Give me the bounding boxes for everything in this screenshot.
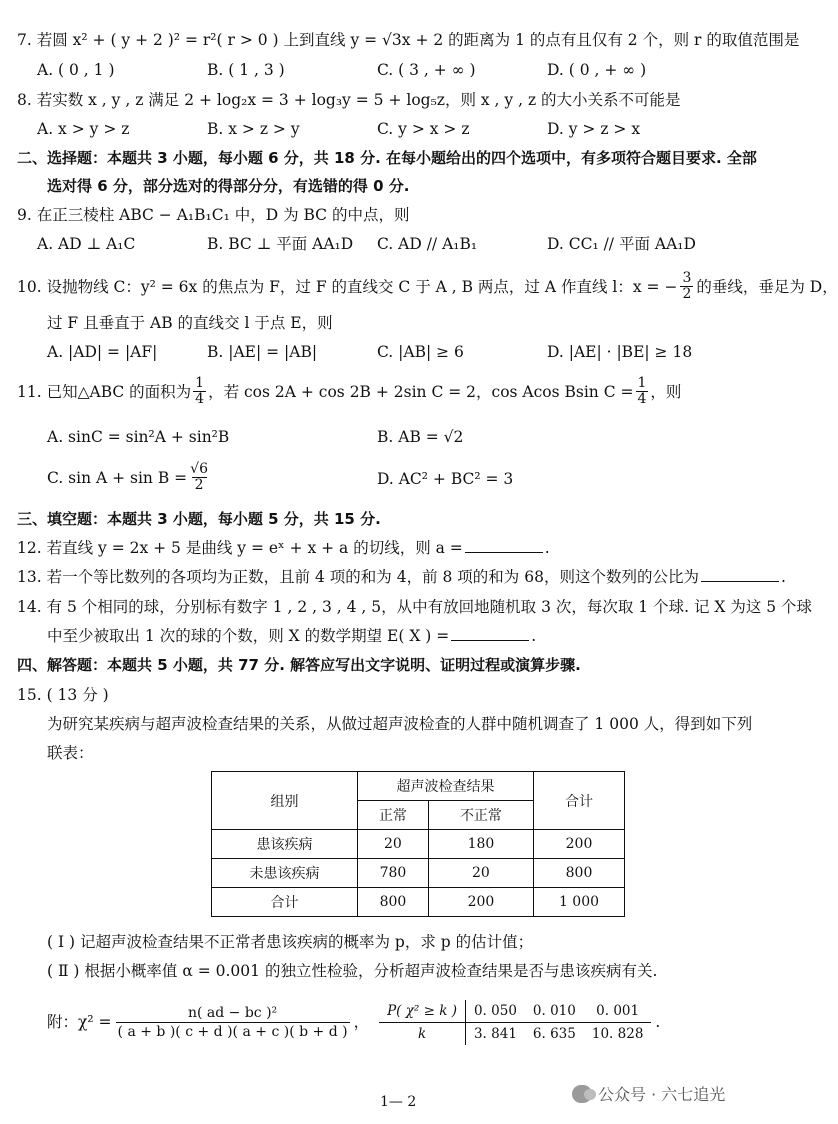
q14-end: . bbox=[531, 627, 537, 645]
q10-option-c: C. |AB| ≥ 6 bbox=[377, 343, 464, 361]
q9-option-b: B. BC ⊥ 平面 AA₁D bbox=[207, 235, 354, 253]
q9-option-c: C. AD // A₁B₁ bbox=[377, 235, 478, 253]
table-row bbox=[212, 888, 625, 917]
q11-stem-b: ，若 cos 2A + cos 2B + 2sin C = 2，cos Acos Bsin C = bbox=[208, 382, 634, 401]
q8-option-a: A. x > y > z bbox=[37, 120, 130, 138]
q13-end: . bbox=[780, 568, 786, 586]
q11-option-c bbox=[47, 462, 211, 494]
q8-option-d: D. y > z > x bbox=[547, 120, 641, 138]
q11-optc-num: √6 bbox=[190, 461, 208, 477]
q11-option-c-text: C. sin A + sin B = bbox=[47, 468, 188, 487]
table-cell: 200 bbox=[534, 830, 625, 859]
q11-stem-c: ，则 bbox=[650, 382, 682, 401]
q11-stem bbox=[17, 376, 681, 408]
p-value: 0. 050 bbox=[465, 1000, 524, 1023]
p-row bbox=[379, 1000, 651, 1023]
p-header: P( χ² ≥ k ) bbox=[379, 1000, 465, 1023]
q12-end: . bbox=[544, 539, 550, 557]
q15-part2: ( Ⅱ ) 根据小概率值 α = 0.001 的独立性检验，分析超声波检查结果是否与患该疾病有关. bbox=[47, 962, 658, 980]
q12 bbox=[17, 539, 550, 558]
table-row bbox=[212, 859, 625, 888]
q9-option-a: A. AD ⊥ A₁C bbox=[37, 235, 136, 253]
q11-frac1-num: 1 bbox=[195, 375, 205, 391]
q11-optc-den: 2 bbox=[192, 477, 207, 493]
q10-frac-num: 3 bbox=[682, 270, 692, 286]
q10-stem bbox=[17, 271, 838, 303]
k-value: 10. 828 bbox=[591, 1026, 644, 1043]
table-cell: 合计 bbox=[212, 888, 358, 917]
q8-option-c: C. y > x > z bbox=[377, 120, 470, 138]
table-cell: 800 bbox=[358, 888, 429, 917]
table-header-abnormal: 不正常 bbox=[428, 801, 533, 830]
q7-stem: 7. 若圆 x² + ( y + 2 )² = r²( r > 0 ) 上到直线 y = √3x + 2 的距离为 1 的点有且仅有 2 个，则 r 的取值范围是 bbox=[17, 31, 800, 49]
table-header-result: 超声波检查结果 bbox=[358, 772, 534, 801]
table-header-normal: 正常 bbox=[358, 801, 429, 830]
q11-frac2-num: 1 bbox=[637, 375, 647, 391]
q11-option-b: B. AB = √2 bbox=[377, 428, 464, 446]
q14-line1: 14. 有 5 个相同的球，分别标有数字 1 , 2 , 3 , 4 , 5，从中有放回地随机取 3 次，每次取 1 个球. 记 X 为这 5 个球 bbox=[17, 598, 813, 616]
formula-denominator: ( a + b )( c + d )( a + c )( b + d ) bbox=[117, 1024, 348, 1041]
table-cell: 患该疾病 bbox=[212, 830, 358, 859]
table-cell: 未患该疾病 bbox=[212, 859, 358, 888]
q14-answer-blank[interactable] bbox=[451, 639, 529, 641]
table-cell: 20 bbox=[358, 830, 429, 859]
wechat-icon bbox=[572, 1085, 592, 1103]
q15-intro-cont: 联表： bbox=[47, 744, 94, 762]
p-value: 0. 001 bbox=[584, 1000, 652, 1023]
q11-fraction-2 bbox=[636, 376, 649, 408]
table-cell: 20 bbox=[428, 859, 533, 888]
q9-option-d: D. CC₁ // 平面 AA₁D bbox=[547, 235, 696, 253]
q10-option-d: D. |AE| · |BE| ≥ 18 bbox=[547, 343, 693, 361]
formula-numerator: n( ad − bc )² bbox=[187, 1005, 278, 1021]
q11-option-d: D. AC² + BC² = 3 bbox=[377, 470, 514, 488]
table-cell: 180 bbox=[428, 830, 533, 859]
q10-stem-line2: 过 F 且垂直于 AB 的直线交 l 于点 E，则 bbox=[47, 314, 333, 332]
q8-stem: 8. 若实数 x , y , z 满足 2 + log₂x = 3 + log₃y = 5 + log₅z，则 x , y , z 的大小关系不可能是 bbox=[17, 91, 681, 109]
q14-line2 bbox=[47, 627, 536, 646]
q11-fraction-1 bbox=[193, 376, 206, 408]
q11-option-c-fraction bbox=[190, 462, 208, 494]
q12-text: 12. 若直线 y = 2x + 5 是曲线 y = eˣ + x + a 的切线，则 a = bbox=[17, 539, 463, 557]
q15-part1: ( Ⅰ ) 记超声波检查结果不正常者患该疾病的概率为 p，求 p 的估计值； bbox=[47, 933, 534, 951]
q10-option-a: A. |AD| = |AF| bbox=[47, 343, 158, 361]
q11-option-a: A. sinC = sin²A + sin²B bbox=[47, 428, 230, 446]
table-row bbox=[212, 830, 625, 859]
k-header: k bbox=[379, 1023, 465, 1046]
q15-heading: 15. ( 13 分 ) bbox=[17, 686, 109, 704]
section2-heading: 二、选择题：本题共 3 小题，每小题 6 分，共 18 分. 在每小题给出的四个选项中，有多项符合题目要求. 全部 bbox=[17, 149, 757, 167]
contingency-table bbox=[211, 771, 625, 917]
section2-heading-cont: 选对得 6 分，部分选对的得部分分，有选错的得 0 分. bbox=[47, 177, 410, 195]
page-number: 1— 2 bbox=[380, 1094, 417, 1110]
q13-text: 13. 若一个等比数列的各项均为正数，且前 4 项的和为 4，前 8 项的和为 68，则这个数列的公比为 bbox=[17, 568, 699, 586]
q7-option-c: C. ( 3 , + ∞ ) bbox=[377, 61, 476, 79]
q8-option-b: B. x > z > y bbox=[207, 120, 300, 138]
critical-value-table bbox=[379, 1000, 651, 1045]
k-row bbox=[379, 1023, 651, 1046]
chi-square-appendix bbox=[47, 1000, 660, 1045]
q10-stem-text-b: 的垂线，垂足为 D， bbox=[696, 277, 838, 296]
q13-answer-blank[interactable] bbox=[701, 580, 779, 582]
section3-heading: 三、填空题：本题共 3 小题，每小题 5 分，共 15 分. bbox=[17, 510, 381, 528]
table-cell: 1 000 bbox=[534, 888, 625, 917]
q9-stem: 9. 在正三棱柱 ABC − A₁B₁C₁ 中，D 为 BC 的中点，则 bbox=[17, 206, 410, 224]
q12-answer-blank[interactable] bbox=[465, 551, 543, 553]
chi-square-formula bbox=[116, 1004, 350, 1041]
q10-option-b: B. |AE| = |AB| bbox=[207, 343, 318, 361]
q14-text: 中至少被取出 1 次的球的个数，则 X 的数学期望 E( X ) = bbox=[47, 627, 450, 645]
watermark bbox=[572, 1082, 725, 1105]
appendix-end: . bbox=[655, 1013, 661, 1032]
appendix-label: 附：χ² = bbox=[47, 1013, 112, 1032]
table-cell: 200 bbox=[428, 888, 533, 917]
p-value: 0. 010 bbox=[525, 1000, 584, 1023]
table-header-row bbox=[212, 772, 625, 801]
q11-frac2-den: 4 bbox=[637, 391, 647, 408]
q7-option-a: A. ( 0 , 1 ) bbox=[37, 61, 115, 79]
section4-heading: 四、解答题：本题共 5 小题，共 77 分. 解答应写出文字说明、证明过程或演算步骤. bbox=[17, 656, 581, 674]
appendix-separator: ， bbox=[353, 1013, 370, 1032]
q10-frac-den: 2 bbox=[682, 286, 692, 303]
q10-stem-text: 10. 设抛物线 C：y² = 6x 的焦点为 F，过 F 的直线交 C 于 A , B 两点，过 A 作直线 l：x = − bbox=[17, 277, 678, 296]
k-value: 3. 841 bbox=[473, 1026, 517, 1043]
q7-option-d: D. ( 0 , + ∞ ) bbox=[547, 61, 647, 79]
q15-intro: 为研究某疾病与超声波检查结果的关系，从做过超声波检查的人群中随机调查了 1 000 人，得到如下列 bbox=[47, 715, 753, 733]
q13 bbox=[17, 568, 786, 587]
q10-fraction bbox=[680, 271, 693, 303]
table-header-group: 组别 bbox=[212, 772, 358, 830]
table-header-total: 合计 bbox=[534, 772, 625, 830]
table-cell: 800 bbox=[534, 859, 625, 888]
q11-frac1-den: 4 bbox=[195, 391, 205, 408]
q7-option-b: B. ( 1 , 3 ) bbox=[207, 61, 285, 79]
q11-stem-a: 11. 已知△ABC 的面积为 bbox=[17, 382, 192, 401]
watermark-text: 公众号 · 六七追光 bbox=[598, 1085, 726, 1104]
k-value: 6. 635 bbox=[532, 1026, 576, 1043]
table-cell: 780 bbox=[358, 859, 429, 888]
